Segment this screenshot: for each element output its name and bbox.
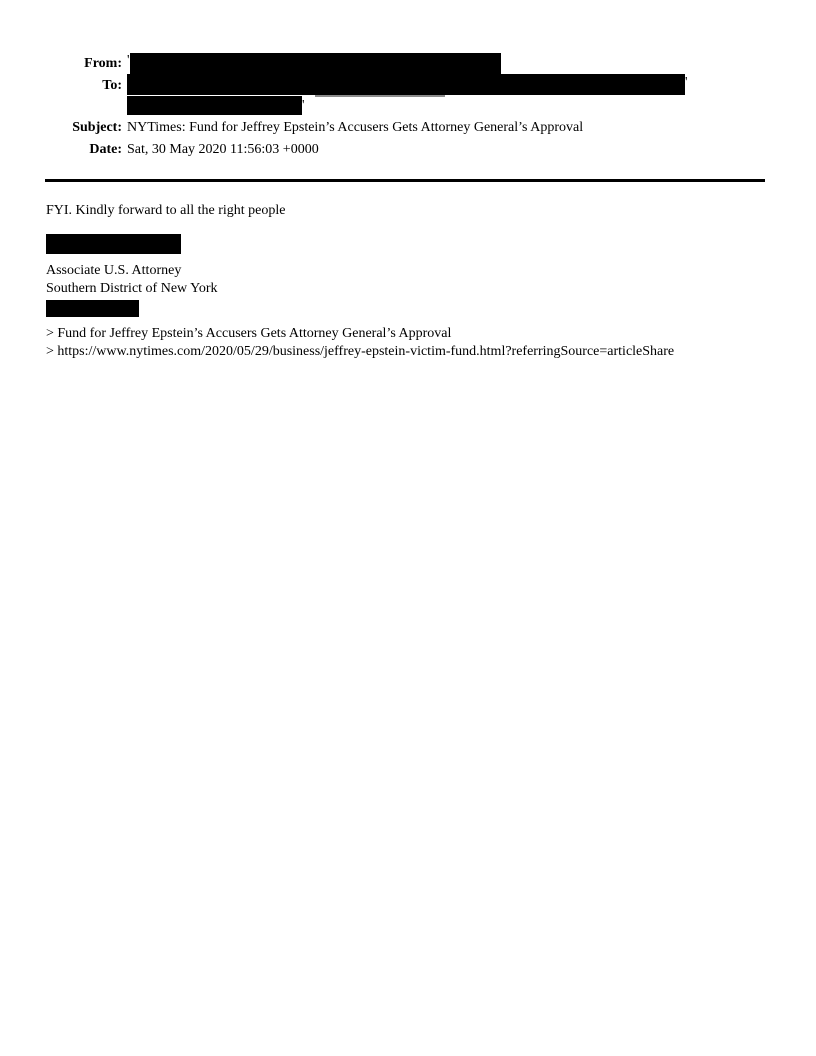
signature-org: Southern District of New York <box>46 281 218 296</box>
quoted-article-title: > Fund for Jeffrey Epstein’s Accusers Gets Attorney General’s Approval <box>46 326 452 341</box>
subject-value: NYTimes: Fund for Jeffrey Epstein’s Accusers Gets Attorney General’s Approval <box>127 120 584 135</box>
redaction-bar-to-line2 <box>127 96 302 115</box>
from-open-quote: ' <box>127 53 130 68</box>
to-line2-close-quote: ' <box>302 98 305 113</box>
from-value <box>127 53 501 74</box>
to-label: To: <box>102 78 122 93</box>
header-row-to-continued <box>45 95 688 118</box>
subject-label: Subject: <box>72 120 122 135</box>
date-value: Sat, 30 May 2020 11:56:03 +0000 <box>127 142 319 157</box>
redaction-bar-to-line1 <box>127 74 685 95</box>
header-row-subject <box>45 118 688 140</box>
header-row-from <box>45 53 688 74</box>
to-close-quote: ' <box>685 75 688 90</box>
date-label: Date: <box>89 142 122 157</box>
signature-title: Associate U.S. Attorney <box>46 263 182 278</box>
header-row-date <box>45 140 688 162</box>
redaction-bar-signature-contact <box>46 300 139 317</box>
email-body <box>46 200 674 361</box>
header-separator-rule <box>45 179 765 182</box>
email-header <box>45 53 688 162</box>
quoted-article-url: > https://www.nytimes.com/2020/05/29/business/jeffrey-epstein-victim-fund.html?referringSource=articleShare <box>46 344 675 359</box>
to-value-continued <box>127 95 305 115</box>
from-label: From: <box>84 56 122 71</box>
body-intro-line: FYI. Kindly forward to all the right people <box>46 203 286 218</box>
redacted-link-underline <box>315 95 445 97</box>
header-row-to <box>45 74 688 95</box>
redaction-bar-signature-name <box>46 234 181 254</box>
to-value <box>127 74 688 95</box>
redaction-bar-from <box>130 53 501 74</box>
